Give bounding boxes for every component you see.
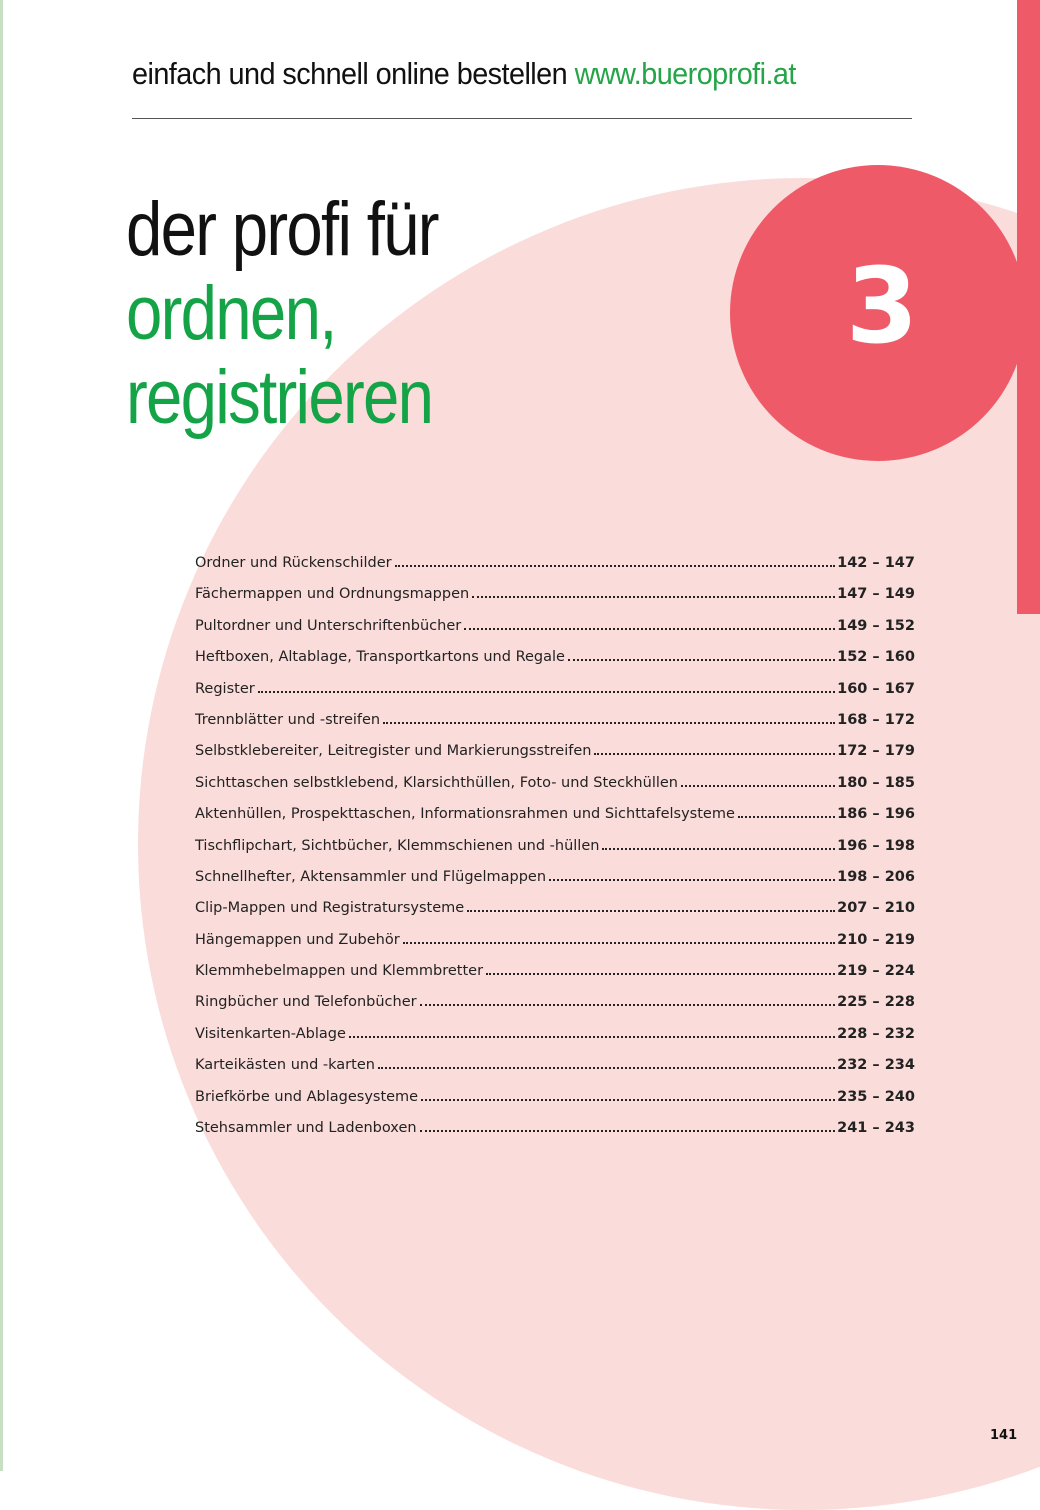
toc-dot-leader [594, 753, 835, 755]
toc-entry-label: Briefkörbe und Ablagesysteme [195, 1088, 419, 1105]
toc-entry-label: Tischflipchart, Sichtbücher, Klemmschienen und -hüllen [195, 837, 600, 854]
toc-entry[interactable] [195, 925, 915, 956]
toc-entry-label: Trennblätter und -streifen [195, 711, 381, 728]
toc-entry-label: Selbstklebereiter, Leitregister und Markierungsstreifen [195, 743, 592, 760]
header-tagline: einfach und schnell online bestellen [132, 56, 568, 91]
toc-entry[interactable] [195, 799, 915, 830]
toc-entry-pages: 196 – 198 [837, 837, 915, 854]
toc-entry-pages: 232 – 234 [837, 1057, 915, 1074]
page-edge-stripe [0, 0, 3, 1471]
toc-entry-label: Heftboxen, Altablage, Transportkartons und Regale [195, 649, 565, 666]
toc-entry[interactable] [195, 1082, 915, 1113]
toc-entry-pages: 235 – 240 [837, 1088, 915, 1105]
toc-entry[interactable] [195, 705, 915, 736]
header-tagline-line [132, 56, 857, 92]
toc-dot-leader [378, 1067, 835, 1069]
toc-entry[interactable] [195, 893, 915, 924]
toc-entry[interactable] [195, 768, 915, 799]
toc-entry-pages: 180 – 185 [837, 774, 915, 791]
toc-dot-leader [472, 596, 835, 598]
toc-dot-leader [486, 973, 835, 975]
toc-entry[interactable] [195, 674, 915, 705]
toc-entry-label: Pultordner und Unterschriftenbücher [195, 617, 462, 634]
toc-entry-label: Aktenhüllen, Prospekttaschen, Informationsrahmen und Sichttafelsysteme [195, 806, 735, 823]
toc-entry[interactable] [195, 611, 915, 642]
toc-entry-label: Karteikästen und -karten [195, 1057, 375, 1074]
toc-entry[interactable] [195, 831, 915, 862]
toc-dot-leader [395, 565, 835, 567]
toc-entry[interactable] [195, 987, 915, 1018]
title-line-3: registrieren [126, 355, 433, 440]
toc-entry[interactable] [195, 1019, 915, 1050]
header-url-link[interactable]: www.bueroprofi.at [574, 56, 796, 91]
toc-dot-leader [421, 1099, 835, 1101]
toc-dot-leader [420, 1004, 836, 1006]
toc-dot-leader [420, 1130, 836, 1132]
toc-dot-leader [568, 659, 835, 661]
chapter-badge [730, 165, 1026, 461]
toc-entry-pages: 149 – 152 [837, 617, 915, 634]
toc-dot-leader [602, 848, 835, 850]
toc-entry-label: Hängemappen und Zubehör [195, 931, 400, 948]
toc-entry-label: Fächermappen und Ordnungsmappen [195, 586, 470, 603]
toc-entry-pages: 241 – 243 [837, 1120, 915, 1137]
toc-dot-leader [549, 879, 835, 881]
toc-entry-pages: 228 – 232 [837, 1025, 915, 1042]
toc-entry-label: Stehsammler und Ladenboxen [195, 1120, 417, 1137]
toc-entry-label: Sichttaschen selbstklebend, Klarsichthüllen, Foto- und Steckhüllen [195, 774, 678, 791]
toc-entry[interactable] [195, 736, 915, 767]
toc-entry[interactable] [195, 548, 915, 579]
toc-entry-label: Ringbücher und Telefonbücher [195, 994, 417, 1011]
title-line-1: der profi für [126, 187, 438, 272]
toc-entry[interactable] [195, 956, 915, 987]
toc-entry-label: Register [195, 680, 255, 697]
toc-entry-label: Klemmhebelmappen und Klemmbretter [195, 963, 484, 980]
toc-entry-pages: 186 – 196 [837, 806, 915, 823]
toc-entry-pages: 160 – 167 [837, 680, 915, 697]
toc-dot-leader [349, 1036, 835, 1038]
toc-entry[interactable] [195, 642, 915, 673]
toc-entry-pages: 210 – 219 [837, 931, 915, 948]
toc-entry-pages: 198 – 206 [837, 868, 915, 885]
toc-dot-leader [403, 942, 835, 944]
page-number: 141 [990, 1428, 1018, 1443]
toc-dot-leader [738, 816, 835, 818]
toc-entry-pages: 172 – 179 [837, 743, 915, 760]
toc-dot-leader [464, 628, 835, 630]
toc-dot-leader [383, 722, 835, 724]
toc-entry-pages: 168 – 172 [837, 711, 915, 728]
toc-dot-leader [467, 910, 835, 912]
toc-entry-label: Clip-Mappen und Registratursysteme [195, 900, 465, 917]
chapter-number: 3 [845, 245, 919, 367]
title-line-2: ordnen, [126, 271, 336, 356]
toc-entry-label: Schnellhefter, Aktensammler und Flügelmappen [195, 868, 547, 885]
toc-entry-label: Visitenkarten-Ablage [195, 1025, 346, 1042]
toc-entry[interactable] [195, 862, 915, 893]
chapter-title [126, 188, 438, 440]
header-divider [132, 118, 912, 119]
toc-dot-leader [258, 691, 835, 693]
toc-entry[interactable] [195, 1113, 915, 1144]
toc-entry-pages: 152 – 160 [837, 649, 915, 666]
toc-entry[interactable] [195, 1050, 915, 1081]
toc-entry-pages: 147 – 149 [837, 586, 915, 603]
toc-entry-label: Ordner und Rückenschilder [195, 555, 392, 571]
toc-entry-pages: 142 – 147 [837, 555, 915, 571]
toc-dot-leader [681, 785, 835, 787]
toc-entry-pages: 225 – 228 [837, 994, 915, 1011]
toc-entry-pages: 207 – 210 [837, 900, 915, 917]
toc-entry[interactable] [195, 579, 915, 610]
table-of-contents [195, 548, 915, 1144]
toc-entry-pages: 219 – 224 [837, 963, 915, 980]
